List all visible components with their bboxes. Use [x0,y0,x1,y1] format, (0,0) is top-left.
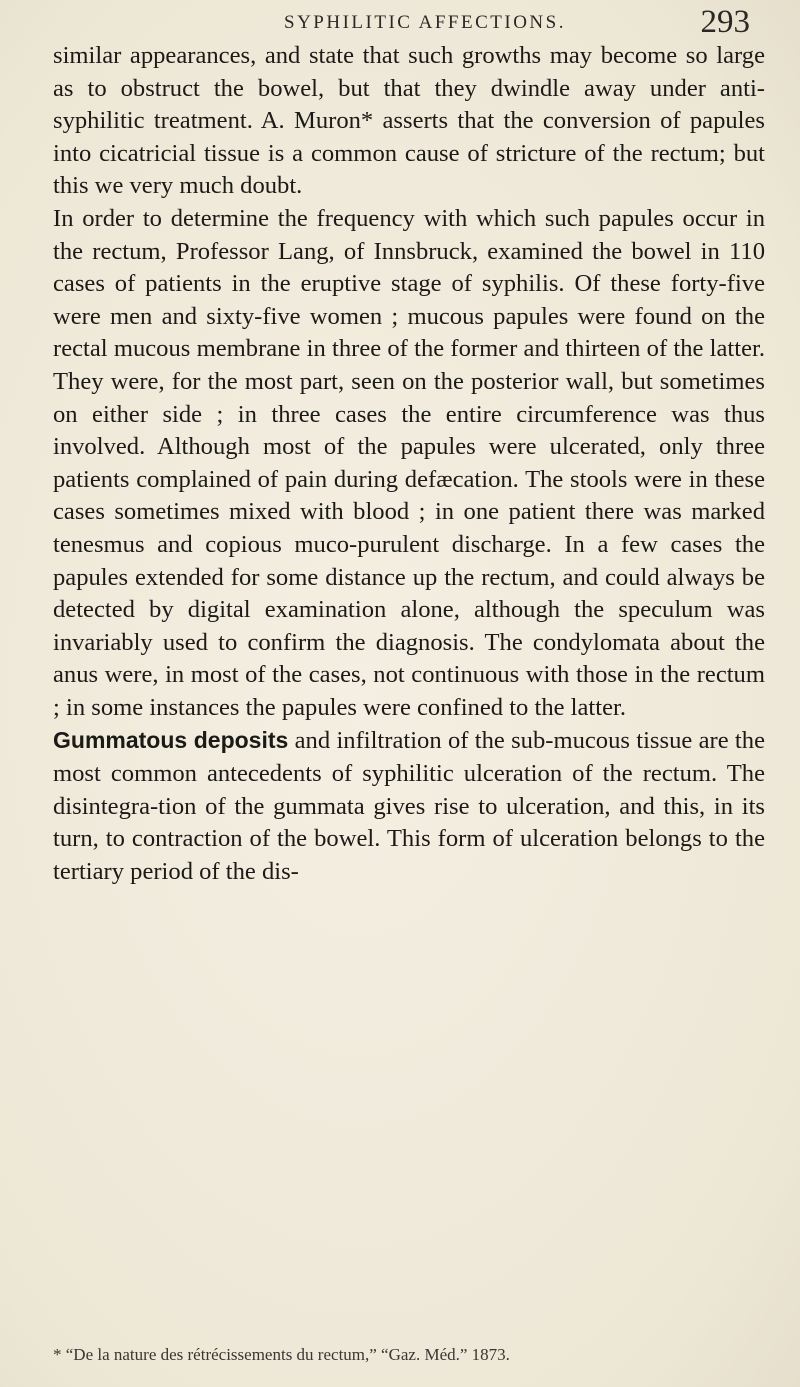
paragraph-3-text: and infiltration of the sub-mucous tissue are the most common antecedents of syphilitic ulceration of the rectum. The disintegra-tion of the gummata gives rise to ulceration, and this, in its turn, to contraction of the bowel. This form of ulceration belongs to the tertiary period of the dis- [53,727,765,885]
body-text [53,40,765,888]
footnote: * “De la nature des rétrécissements du rectum,” “Gaz. Méd.” 1873. [53,1345,510,1364]
running-head: SYPHILITIC AFFECTIONS. [284,12,566,33]
paragraph-2: In order to determine the frequency with which such papules occur in the rectum, Professor Lang, of Innsbruck, examined the bowel in 110 cases of patients in the eruptive stage of syphilis. Of these forty-five were men and sixty-five women ; mucous papules were found on the rectal mucous membrane in three of the former and thirteen of the latter. They were, for the most part, seen on the posterior wall, but sometimes on either side ; in three cases the entire circumference was thus involved. Although most of the papules were ulcerated, only three patients complained of pain during defæcation. The stools were in these cases sometimes mixed with blood ; in one patient there was marked tenesmus and copious muco-purulent discharge. In a few cases the papules extended for some distance up the rectum, and could always be detected by digital examination alone, although the speculum was invariably used to confirm the diagnosis. The condylomata about the anus were, in most of the cases, not continuous with those in the rectum ; in some instances the papules were confined to the latter. [53,204,765,721]
page-number: 293 [700,4,750,40]
paragraph-3 [53,724,765,888]
bold-lead-term: Gummatous deposits [53,727,289,754]
paragraph-1: similar appearances, and state that such growths may become so large as to obstruct the bowel, but that they dwindle away under anti-syphilitic treatment. A. Muron* asserts that the conversion of papules into cicatricial tissue is a common cause of stricture of the rectum; but this we very much doubt. [53,42,765,200]
